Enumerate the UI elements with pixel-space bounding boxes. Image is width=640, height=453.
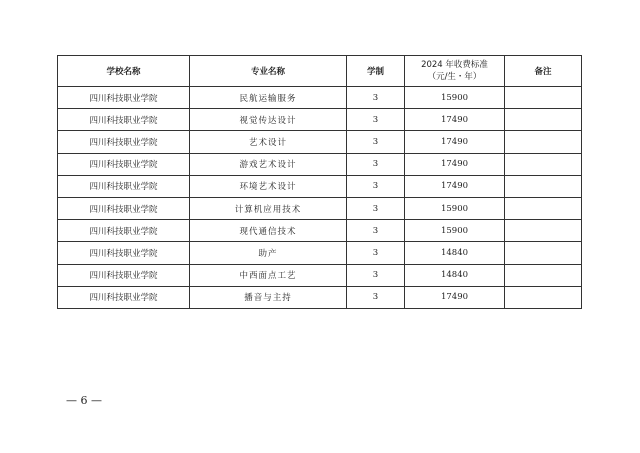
- fee-table: [57, 55, 582, 309]
- cell-remark: [505, 264, 582, 286]
- cell-school: 四川科技职业学院: [58, 242, 190, 264]
- table-row: [58, 175, 582, 197]
- cell-major: 计算机应用技术: [190, 197, 347, 219]
- cell-major: 艺术设计: [190, 131, 347, 153]
- cell-fee: 15900: [405, 87, 505, 109]
- cell-fee: 17490: [405, 153, 505, 175]
- cell-duration: 3: [347, 109, 405, 131]
- cell-major: 游戏艺术设计: [190, 153, 347, 175]
- cell-remark: [505, 87, 582, 109]
- cell-duration: 3: [347, 197, 405, 219]
- header-fee-line2: （元/生・年）: [427, 72, 482, 82]
- table-row: [58, 87, 582, 109]
- cell-school: 四川科技职业学院: [58, 109, 190, 131]
- cell-major: 中西面点工艺: [190, 264, 347, 286]
- cell-remark: [505, 220, 582, 242]
- table-header: [58, 56, 582, 87]
- cell-fee: 15900: [405, 197, 505, 219]
- cell-school: 四川科技职业学院: [58, 286, 190, 308]
- table-row: [58, 131, 582, 153]
- table-row: [58, 264, 582, 286]
- cell-remark: [505, 242, 582, 264]
- cell-duration: 3: [347, 242, 405, 264]
- cell-remark: [505, 153, 582, 175]
- cell-remark: [505, 109, 582, 131]
- cell-major: 民航运输服务: [190, 87, 347, 109]
- cell-fee: 17490: [405, 109, 505, 131]
- cell-duration: 3: [347, 264, 405, 286]
- header-fee-line1: 2024 年收费标准: [421, 60, 488, 70]
- cell-major: 播音与主持: [190, 286, 347, 308]
- cell-duration: 3: [347, 220, 405, 242]
- cell-duration: 3: [347, 286, 405, 308]
- table-body: [58, 87, 582, 309]
- cell-fee: 14840: [405, 242, 505, 264]
- cell-fee: 17490: [405, 286, 505, 308]
- cell-school: 四川科技职业学院: [58, 264, 190, 286]
- table-row: [58, 109, 582, 131]
- cell-school: 四川科技职业学院: [58, 175, 190, 197]
- table-row: [58, 220, 582, 242]
- cell-duration: 3: [347, 153, 405, 175]
- cell-duration: 3: [347, 131, 405, 153]
- cell-duration: 3: [347, 87, 405, 109]
- cell-fee: 17490: [405, 131, 505, 153]
- cell-school: 四川科技职业学院: [58, 197, 190, 219]
- cell-fee: 14840: [405, 264, 505, 286]
- cell-major: 现代通信技术: [190, 220, 347, 242]
- cell-remark: [505, 286, 582, 308]
- table-row: [58, 286, 582, 308]
- table-row: [58, 242, 582, 264]
- header-duration: 学制: [347, 56, 405, 87]
- cell-remark: [505, 197, 582, 219]
- header-row: [58, 56, 582, 87]
- cell-fee: 15900: [405, 220, 505, 242]
- header-school: 学校名称: [58, 56, 190, 87]
- cell-duration: 3: [347, 175, 405, 197]
- header-fee: [405, 56, 505, 87]
- table-row: [58, 153, 582, 175]
- cell-remark: [505, 131, 582, 153]
- cell-school: 四川科技职业学院: [58, 87, 190, 109]
- page-number: — 6 —: [66, 394, 102, 407]
- cell-school: 四川科技职业学院: [58, 131, 190, 153]
- cell-fee: 17490: [405, 175, 505, 197]
- cell-school: 四川科技职业学院: [58, 153, 190, 175]
- cell-major: 助产: [190, 242, 347, 264]
- cell-remark: [505, 175, 582, 197]
- table-row: [58, 197, 582, 219]
- cell-school: 四川科技职业学院: [58, 220, 190, 242]
- header-major: 专业名称: [190, 56, 347, 87]
- cell-major: 环境艺术设计: [190, 175, 347, 197]
- header-remark: 备注: [505, 56, 582, 87]
- cell-major: 视觉传达设计: [190, 109, 347, 131]
